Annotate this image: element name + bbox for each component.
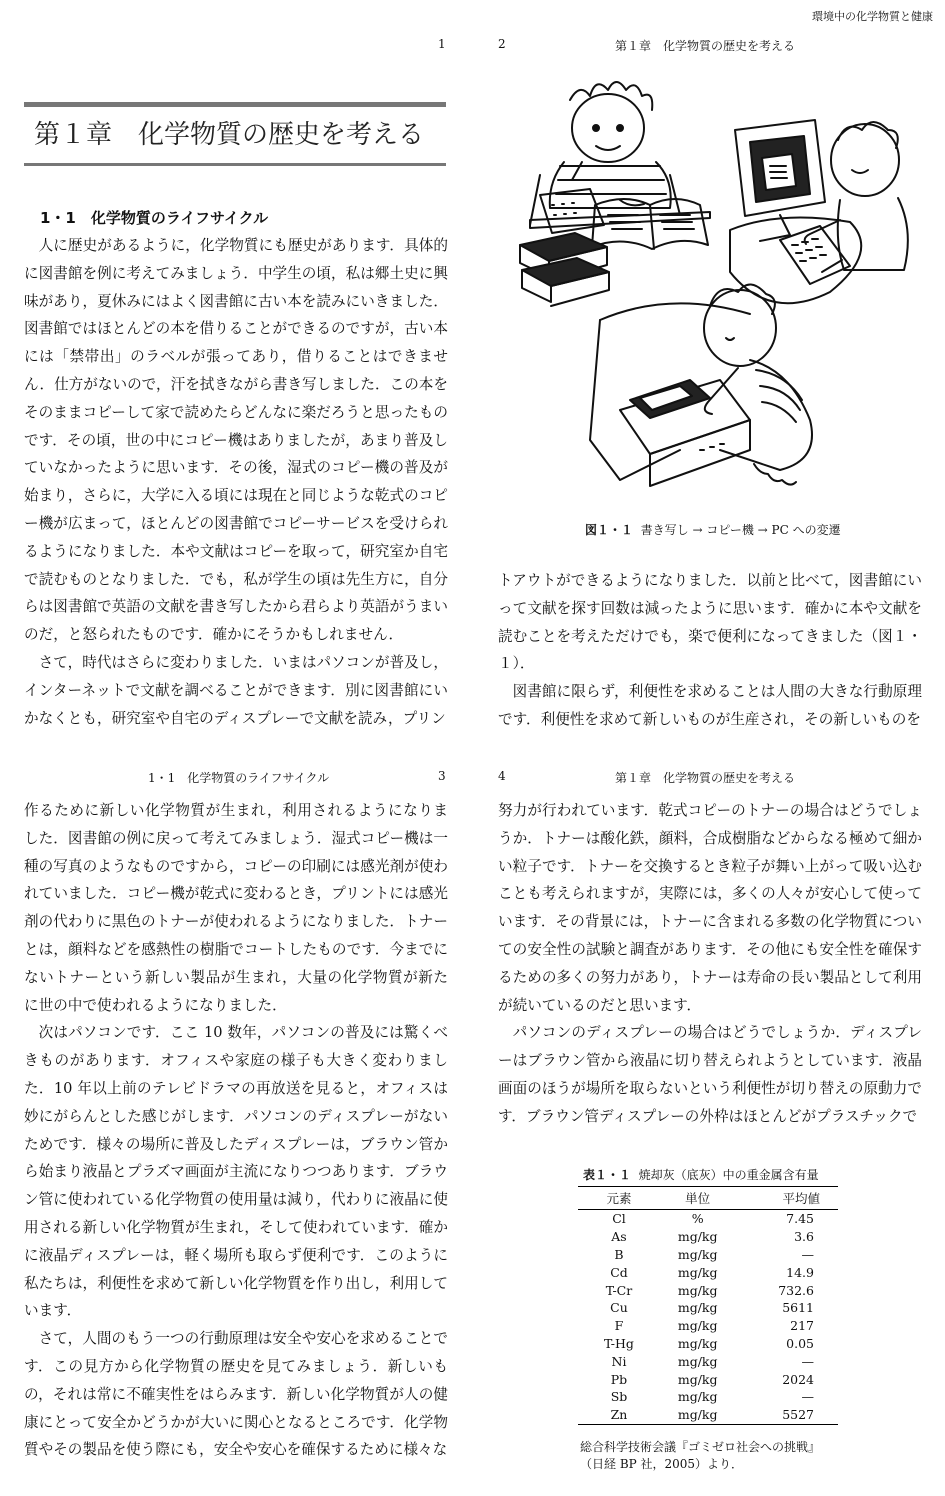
- table-row: [578, 1388, 838, 1406]
- table-cell: F: [614, 1318, 624, 1334]
- table-caption-text: 焼却灰（底灰）中の重金属含有量: [638, 1168, 819, 1182]
- table-row: [578, 1228, 838, 1246]
- running-head-3: 1・1 化学物質のライフサイクル: [148, 771, 330, 785]
- table-cell: mg/kg: [677, 1389, 718, 1405]
- table-cell: As: [611, 1229, 627, 1245]
- table-cell: Cd: [610, 1264, 628, 1280]
- book-stack-illustration: [520, 233, 609, 306]
- table-cell: Pb: [610, 1371, 628, 1387]
- column-header: 元素: [578, 1187, 660, 1210]
- paragraph: 作るために新しい化学物質が生まれ，利用されるようになりました．図書館の例に戻って考えてみましょう．湿式コピー機は一種の写真のようなものですから，コピーの印刷には感光剤が使われていました．コピー機が乾式に変わるとき，プリントには感光剤の代わりに黒色のトナーが使われるようになりました．トナーとは，顔料などを感熱性の樹脂でコートしたものです．今までにないトナーという新しい製品が生まれ，大量の化学物質が新たに世の中で使われるようになりました．: [24, 802, 448, 1014]
- table-cell: mg/kg: [677, 1264, 718, 1280]
- document-corner-title: 環境中の化学物質と健康: [812, 10, 933, 23]
- table-cell: T-Hg: [604, 1335, 634, 1351]
- table-row: [578, 1352, 838, 1370]
- table-body: [578, 1210, 838, 1425]
- figure-illustration: [500, 70, 930, 510]
- paragraph: さて，時代はさらに変わりました．いまはパソコンが普及し，インターネットで文献を調べることができます．別に図書館にいかなくとも，研究室や自宅のディスプレーで文献を読み，プリン: [24, 653, 448, 727]
- paragraph: パソコンのディスプレーの場合はどうでしょうか．ディスプレーはブラウン管から液晶に切り替えられようとしています．液晶画面のほうが場所を取らないという利便性が切り替えの原動力です．ブラウン管ディスプレーの外枠はほとんどがプラスチックで: [498, 1024, 922, 1125]
- page2-body: [498, 567, 922, 734]
- table-cell: 0.05: [786, 1335, 814, 1351]
- table-row: [578, 1281, 838, 1299]
- table-row: [578, 1370, 838, 1388]
- table-caption: [583, 1166, 819, 1183]
- table-cell: Cl: [612, 1211, 626, 1227]
- page4-body: [498, 797, 922, 1131]
- page-number-4: 4: [498, 769, 506, 783]
- section-title: 1・1 化学物質のライフサイクル: [40, 209, 269, 227]
- table-header-row: [578, 1187, 838, 1210]
- table-cell: 2024: [782, 1371, 814, 1387]
- table-cell: 5527: [735, 1406, 838, 1424]
- paragraph: さて，人間のもう一つの行動原理は安全や安心を求めることです．この見方から化学物質の歴史を見てみましょう．新しいもの，それは常に不確実性をはらみます．新しい化学物質が人の健康にとって安全かどうかが大いに関心となるところです．化学物質やその製品を使う際にも，安全や安心を確保するために様々な: [24, 1330, 448, 1459]
- table-cell: 5611: [782, 1300, 814, 1316]
- table-cell: 7.45: [786, 1211, 814, 1227]
- table-cell: %: [691, 1211, 704, 1227]
- table-cell: —: [801, 1353, 814, 1369]
- table-row: [578, 1406, 838, 1424]
- page1-body: [24, 232, 448, 732]
- table-cell: mg/kg: [677, 1353, 718, 1369]
- table-cell: mg/kg: [677, 1371, 718, 1387]
- table-row: [578, 1263, 838, 1281]
- table-cell: mg/kg: [660, 1406, 735, 1424]
- column-header: 単位: [660, 1187, 735, 1210]
- table-cell: —: [801, 1246, 814, 1262]
- table-cell: B: [614, 1246, 624, 1262]
- paragraph: 努力が行われています．乾式コピーのトナーの場合はどうでしょうか．トナーは酸化鉄，顔料，合成樹脂などからなる極めて細かい粒子です．トナーを交換するとき粒子が舞い上がって吸い込むことも考えられますが，実際には，多くの人々が安心して使っています．その背景には，トナーに含まれる多数の化学物質についての安全性の試験と調査があります．その他にも安全性を確保するための多くの努力があり，トナーは寿命の長い製品として利用が続いているのだと思います．: [498, 802, 922, 1014]
- table-cell: Cu: [610, 1300, 628, 1316]
- table-cell: mg/kg: [677, 1229, 718, 1245]
- page-number-1: 1: [438, 37, 446, 51]
- table-cell: Sb: [610, 1389, 628, 1405]
- heavy-metal-table: [578, 1186, 838, 1425]
- figure-caption: [585, 521, 841, 538]
- page3-body: [24, 797, 448, 1464]
- column-header: 平均値: [735, 1187, 838, 1210]
- table-cell: mg/kg: [677, 1282, 718, 1298]
- page-number-3: 3: [438, 769, 446, 783]
- table-row: [578, 1210, 838, 1228]
- table-cell: mg/kg: [677, 1246, 718, 1262]
- computer-user-illustration: [730, 120, 908, 303]
- copier-user-illustration: [590, 284, 812, 486]
- table-cell: 3.6: [794, 1229, 814, 1245]
- table-cell: T-Cr: [605, 1282, 633, 1298]
- table-row: [578, 1317, 838, 1335]
- running-head-4: 第１章 化学物質の歴史を考える: [615, 771, 796, 785]
- table-row: [578, 1299, 838, 1317]
- figure-caption-text: 書き写し → コピー機 → PC への変遷: [640, 523, 841, 537]
- table-cell: —: [801, 1389, 814, 1405]
- figure-caption-label: 図１・１: [585, 523, 634, 537]
- paragraph: トアウトができるようになりました．以前と比べて，図書館にいって文献を探す回数は減ったように思います．確かに本や文献を読むことを考えただけでも，楽で便利になってきました（図１・１）．: [498, 572, 922, 673]
- page-number-2: 2: [498, 37, 506, 51]
- paragraph: 図書館に限らず，利便性を求めることは人間の大きな行動原理です．利便性を求めて新しいものが生産され，その新しいものを: [498, 683, 922, 728]
- table-source-note: [580, 1439, 820, 1473]
- table-cell: mg/kg: [677, 1335, 718, 1351]
- table-cell: 217: [790, 1318, 814, 1334]
- table-cell: mg/kg: [677, 1318, 718, 1334]
- paragraph: 次はパソコンです．ここ 10 数年，パソコンの普及には驚くべきものがあります．オフィスや家庭の様子も大きく変わりました．10 年以上前のテレビドラマの再放送を見ると，オフィスは妙にがらんとした感じがします．パソコンのディスプレーがないためです．様々の場所に普及したディスプレーは，ブラウン管から始まり液晶とプラズマ画面が主流になりつつあります．ブラウン管に使われている化学物質の使用量は減り，代わりに液晶に使用される新しい化学物質が生まれ，そして使われています．確かに液晶ディスプレーは，軽く場所も取らず便利です．このように私たちは，利便性を求めて新しい化学物質を作り出し，利用しています．: [24, 1024, 448, 1320]
- chapter-title: 第１章 化学物質の歴史を考える: [34, 120, 425, 150]
- table-row: [578, 1335, 838, 1353]
- table-cell: Zn: [578, 1406, 660, 1424]
- table-cell: 732.6: [778, 1282, 814, 1298]
- table-cell: mg/kg: [677, 1300, 718, 1316]
- table-cell: Ni: [611, 1353, 627, 1369]
- table-caption-label: 表１・１: [583, 1168, 632, 1182]
- source-line: 総合科学技術会議『ゴミゼロ社会への挑戦』: [580, 1440, 821, 1454]
- writer-person-illustration: [530, 82, 710, 249]
- source-line: （日経 BP 社，2005）より．: [580, 1457, 744, 1471]
- paragraph: 人に歴史があるように，化学物質にも歴史があります．具体的に図書館を例に考えてみましょう．中学生の頃，私は郷土史に興味があり，夏休みにはよく図書館に古い本を読みにいきました．図書館ではほとんどの本を借りることができるのですが，古い本には「禁帯出」のラベルが張ってあり，借りることはできません．仕方がないので，汗を拭きながら書き写しました．この本をそのままコピーして家で読めたらどんなに楽だろうと思ったものです．その頃，世の中にコピー機はありましたが，あまり普及していなかったように思います．その後，湿式のコピー機の普及が始まり，さらに，大学に入る頃には現在と同じような乾式のコピー機が広まって，ほとんどの図書館でコピーサービスを受けられるようになりました．本や文献はコピーを取って，研究室か自宅で読むものとなりました．でも，私が学生の頃は先生方に，自分らは図書館で英語の文献を書き写したから君らより英語がうまいのだ，と怒られたものです．確かにそうかもしれません．: [24, 237, 448, 644]
- table-cell: 14.9: [786, 1264, 814, 1280]
- table-row: [578, 1246, 838, 1264]
- running-head-2: 第１章 化学物質の歴史を考える: [615, 39, 796, 53]
